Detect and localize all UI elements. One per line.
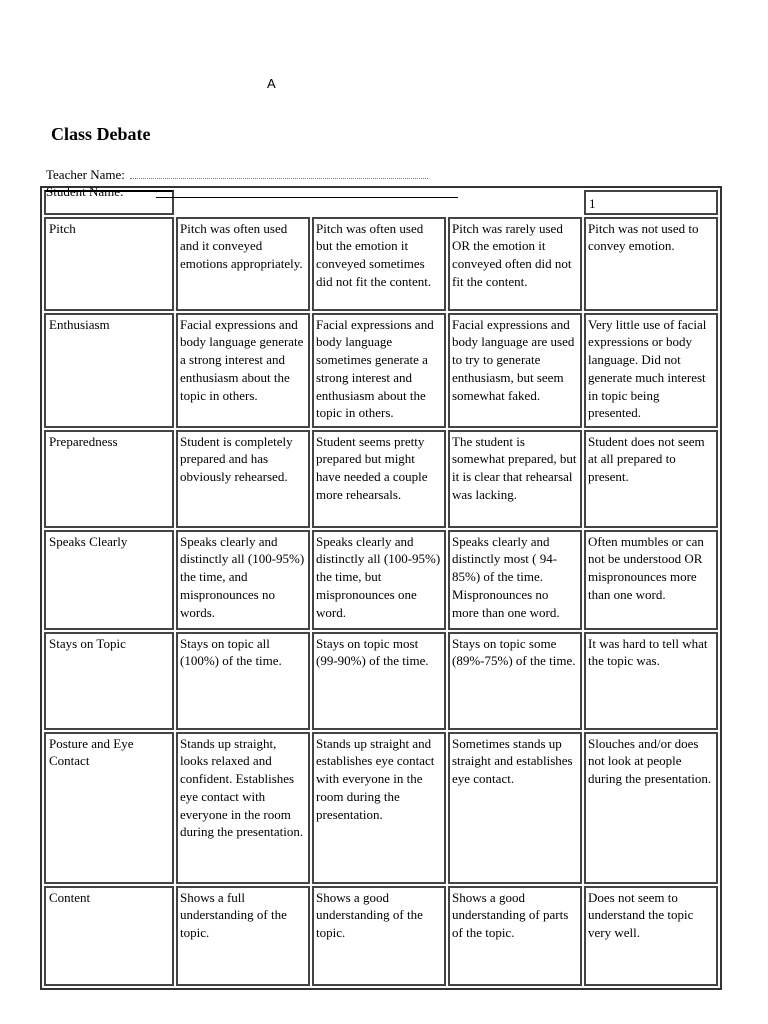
rubric-cell: Student does not seem at all prepared to present. [584, 430, 718, 528]
teacher-name-field [46, 167, 428, 183]
rubric-row [44, 632, 718, 730]
rubric-cell: Facial expressions and body language sometimes generate a strong interest and enthusiasm about the topic in others. [312, 313, 446, 428]
criterion-label: Speaks Clearly [44, 530, 174, 630]
header-cell-blank [176, 190, 310, 215]
rubric-row [44, 430, 718, 528]
rubric-row [44, 732, 718, 884]
rubric-cell: Stands up straight and establishes eye contact with everyone in the room during the presentation. [312, 732, 446, 884]
rubric-cell: Student seems pretty prepared but might have needed a couple more rehearsals. [312, 430, 446, 528]
rubric-cell: Stays on topic all (100%) of the time. [176, 632, 310, 730]
criterion-label: Pitch [44, 217, 174, 311]
rubric-cell: Student is completely prepared and has obviously rehearsed. [176, 430, 310, 528]
criterion-label: Content [44, 886, 174, 986]
student-name-blank [156, 197, 458, 198]
rubric-table [40, 186, 722, 990]
rubric-row [44, 313, 718, 428]
rubric-cell: Pitch was often used but the emotion it conveyed sometimes did not fit the content. [312, 217, 446, 311]
rubric-cell: Sometimes stands up straight and establishes eye contact. [448, 732, 582, 884]
header-cell-score: 1 [584, 190, 718, 215]
page-marker: A [267, 76, 276, 91]
header-cell-blank [448, 190, 582, 215]
rubric-cell: Speaks clearly and distinctly all (100-95%) the time, but mispronounces one word. [312, 530, 446, 630]
student-name-label: Student Name: [46, 184, 124, 199]
criterion-label: Enthusiasm [44, 313, 174, 428]
rubric-cell: Does not seem to understand the topic very well. [584, 886, 718, 986]
rubric-cell: Often mumbles or can not be understood OR mispronounces more than one word. [584, 530, 718, 630]
rubric-cell: Pitch was not used to convey emotion. [584, 217, 718, 311]
rubric-cell: Slouches and/or does not look at people during the presentation. [584, 732, 718, 884]
teacher-name-label: Teacher Name: [46, 167, 125, 182]
rubric-row [44, 217, 718, 311]
rubric-cell: Pitch was often used and it conveyed emotions appropriately. [176, 217, 310, 311]
rubric-cell: Stays on topic some (89%-75%) of the time. [448, 632, 582, 730]
rubric-cell: The student is somewhat prepared, but it is clear that rehearsal was lacking. [448, 430, 582, 528]
rubric-cell: Facial expressions and body language are used to try to generate enthusiasm, but seem somewhat faked. [448, 313, 582, 428]
rubric-row [44, 886, 718, 986]
rubric-cell: Very little use of facial expressions or body language. Did not generate much interest in topic being presented. [584, 313, 718, 428]
rubric-row [44, 530, 718, 630]
page-title: Class Debate [51, 124, 151, 144]
rubric-cell: Speaks clearly and distinctly most ( 94-85%) of the time. Mispronounces no more than one word. [448, 530, 582, 630]
rubric-cell: It was hard to tell what the topic was. [584, 632, 718, 730]
criterion-label: Stays on Topic [44, 632, 174, 730]
criterion-label: Posture and Eye Contact [44, 732, 174, 884]
criterion-label: Preparedness [44, 430, 174, 528]
rubric-cell: Speaks clearly and distinctly all (100-95%) the time, and mispronounces no words. [176, 530, 310, 630]
rubric-header-row [44, 190, 718, 215]
rubric-cell: Shows a full understanding of the topic. [176, 886, 310, 986]
rubric-cell: Facial expressions and body language generate a strong interest and enthusiasm about the topic in others. [176, 313, 310, 428]
student-name-field [46, 184, 124, 200]
rubric-cell: Shows a good understanding of parts of the topic. [448, 886, 582, 986]
rubric-cell: Shows a good understanding of the topic. [312, 886, 446, 986]
rubric-cell: Stands up straight, looks relaxed and confident. Establishes eye contact with everyone in the room during the presentation. [176, 732, 310, 884]
header-cell-blank [312, 190, 446, 215]
rubric-cell: Pitch was rarely used OR the emotion it conveyed often did not fit the content. [448, 217, 582, 311]
rubric-cell: Stays on topic most (99-90%) of the time. [312, 632, 446, 730]
teacher-name-blank [130, 167, 428, 179]
